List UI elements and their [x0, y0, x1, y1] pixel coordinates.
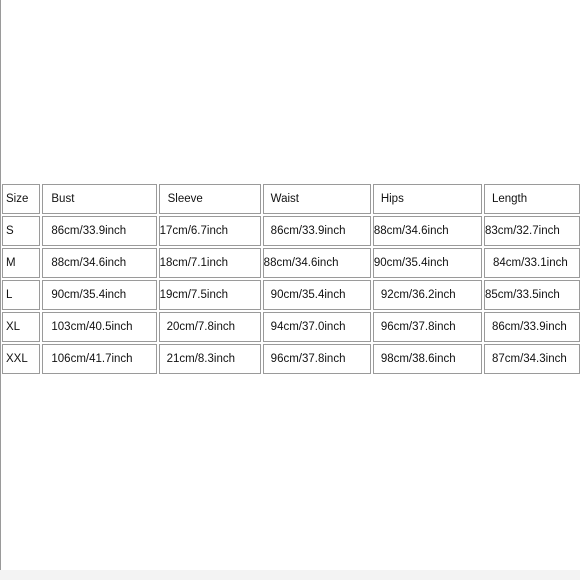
cell-waist: 86cm/33.9inch [263, 216, 371, 246]
cell-sleeve: 18cm/7.1inch [159, 248, 261, 278]
cell-hips: 96cm/37.8inch [373, 312, 482, 342]
cell-sleeve: 20cm/7.8inch [159, 312, 261, 342]
cell-bust: 103cm/40.5inch [42, 312, 156, 342]
cell-length: 87cm/34.3inch [484, 344, 580, 374]
cell-hips: 90cm/35.4inch [373, 248, 482, 278]
cell-waist: 94cm/37.0inch [263, 312, 371, 342]
table-row [2, 216, 580, 246]
cell-sleeve: 19cm/7.5inch [159, 280, 261, 310]
cell-hips: 88cm/34.6inch [373, 216, 482, 246]
cell-size: XL [2, 312, 40, 342]
table-header-row [2, 184, 580, 214]
header-size: Size [2, 184, 40, 214]
cell-bust: 106cm/41.7inch [42, 344, 156, 374]
cell-bust: 86cm/33.9inch [42, 216, 156, 246]
cell-hips: 92cm/36.2inch [373, 280, 482, 310]
cell-bust: 88cm/34.6inch [42, 248, 156, 278]
cell-size: S [2, 216, 40, 246]
header-waist: Waist [263, 184, 371, 214]
header-hips: Hips [373, 184, 482, 214]
cell-size: XXL [2, 344, 40, 374]
cell-length: 84cm/33.1inch [484, 248, 580, 278]
header-bust: Bust [42, 184, 156, 214]
cell-size: L [2, 280, 40, 310]
cell-waist: 90cm/35.4inch [263, 280, 371, 310]
cell-sleeve: 21cm/8.3inch [159, 344, 261, 374]
table-row [2, 280, 580, 310]
header-length: Length [484, 184, 580, 214]
size-chart-table [0, 182, 580, 376]
cell-waist: 88cm/34.6inch [263, 248, 371, 278]
table-row [2, 344, 580, 374]
cell-length: 86cm/33.9inch [484, 312, 580, 342]
table-row [2, 248, 580, 278]
cell-size: M [2, 248, 40, 278]
bottom-band [0, 570, 580, 580]
header-sleeve: Sleeve [159, 184, 261, 214]
table-row [2, 312, 580, 342]
cell-hips: 98cm/38.6inch [373, 344, 482, 374]
cell-sleeve: 17cm/6.7inch [159, 216, 261, 246]
cell-waist: 96cm/37.8inch [263, 344, 371, 374]
cell-length: 85cm/33.5inch [484, 280, 580, 310]
cell-length: 83cm/32.7inch [484, 216, 580, 246]
cell-bust: 90cm/35.4inch [42, 280, 156, 310]
